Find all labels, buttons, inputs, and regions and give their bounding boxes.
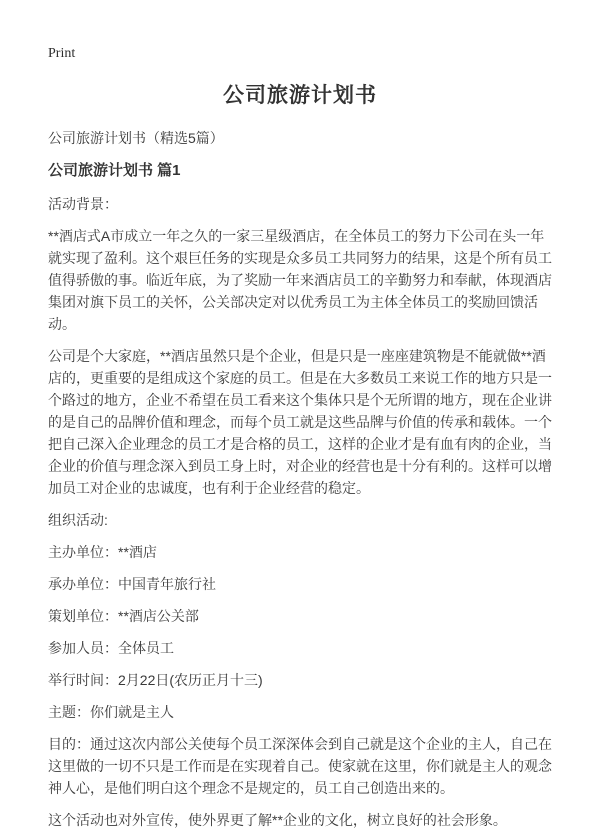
paragraph-event-time: 举行时间：2月22日(农历正月十三) bbox=[48, 672, 263, 688]
paragraph-background-1: **酒店式A市成立一年之久的一家三星级酒店，在全体员工的努力下公司在头一年就实现了盈利。这个艰巨任务的实现是众多员工共同努力的结果，这是个所有员工值得骄傲的事。临近年底，为了奖励一年来酒店员工的辛勤努力和奉献，体现酒店集团对旗下员工的关怀，公关部决定对以优秀员工为主体全体员工的奖励回馈活动。 bbox=[48, 228, 552, 332]
section-heading: 公司旅游计划书 篇1 bbox=[48, 162, 181, 179]
paragraph-closing: 这个活动也对外宣传，使外界更了解**企业的文化，树立良好的社会形象。 bbox=[48, 812, 507, 828]
paragraph-purpose: 目的：通过这次内部公关使每个员工深深体会到自己就是这个企业的主人，自己在这里做的一切不只是工作而是在实现着自己。使家就在这里，你们就是主人的观念神人心，是他们明白这个理念不是规定的，员工自己创造出来的。 bbox=[48, 736, 552, 796]
paragraph-host-unit: 主办单位：**酒店 bbox=[48, 544, 157, 560]
paragraph-theme: 主题：你们就是主人 bbox=[48, 704, 174, 720]
print-button[interactable]: Print bbox=[48, 46, 76, 61]
paragraph-background-2: 公司是个大家庭，**酒店虽然只是个企业，但是只是一座座建筑物是不能就做**酒店的，更重要的是组成这个家庭的员工。但是在大多数员工来说工作的地方只是一个路过的地方，企业不希望在员工看来这个集体只是个无所谓的地方，现在企业讲的是自己的品牌价值和理念，而每个员工就是这些品牌与价值的传承和载体。一个把自己深入企业理念的员工才是合格的员工，这样的企业才是有血有肉的企业，当企业的价值与理念深入到员工身上时，对企业的经营也是十分有利的。这样可以增加员工对企业的忠诚度，也有利于企业经营的稳定。 bbox=[48, 348, 552, 496]
paragraph-organize-label: 组织活动: bbox=[48, 512, 108, 528]
document-subtitle: 公司旅游计划书（精选5篇） bbox=[48, 130, 224, 146]
paragraph-organizer-unit: 承办单位：中国青年旅行社 bbox=[48, 576, 216, 592]
paragraph-background-label: 活动背景： bbox=[48, 196, 118, 212]
paragraph-planning-unit: 策划单位：**酒店公关部 bbox=[48, 608, 199, 624]
paragraph-participants: 参加人员：全体员工 bbox=[48, 640, 174, 656]
page-title: 公司旅游计划书 bbox=[223, 84, 377, 107]
